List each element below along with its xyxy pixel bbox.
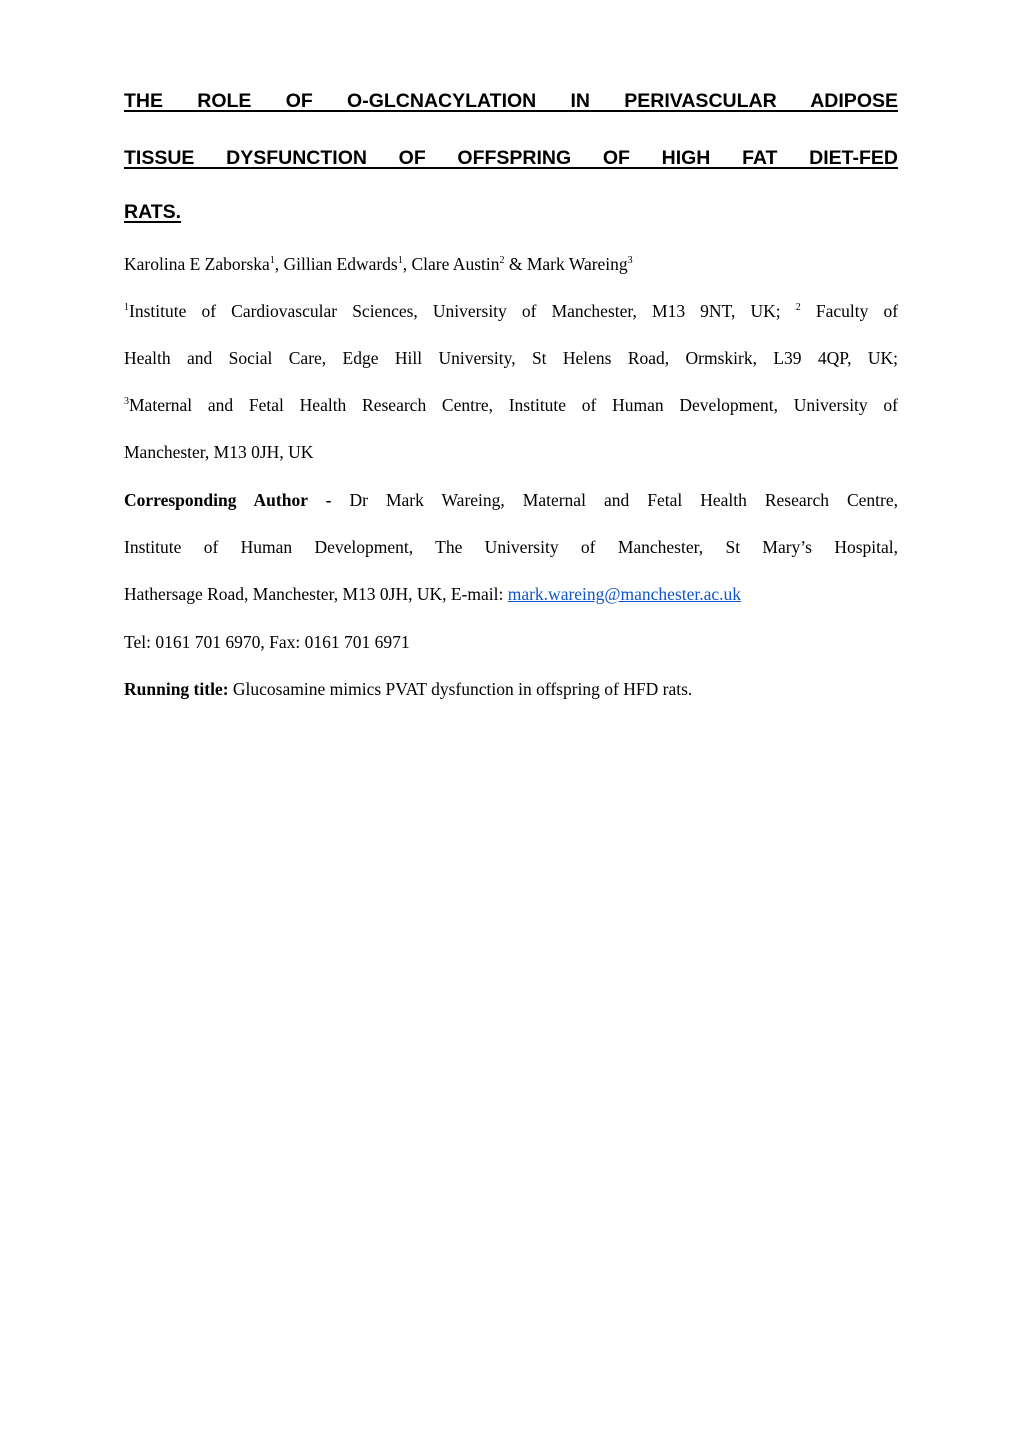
affiliation-line-3 <box>124 394 898 416</box>
affiliation-text: Maternal and Fetal Health Research Centre, Institute of Human Development, University of <box>129 395 898 415</box>
author-affiliation-marker: 1 <box>269 255 275 267</box>
author-name: Gillian Edwards <box>283 254 398 274</box>
affiliation-marker: 3 <box>124 396 129 408</box>
corresponding-author-line-2: Institute of Human Development, The University of Manchester, St Mary’s Hospital, <box>124 537 898 557</box>
author-separator: & <box>504 254 527 274</box>
corresponding-author-label: Corresponding Author - <box>124 490 332 510</box>
author-affiliation-marker: 3 <box>627 255 633 267</box>
corresponding-author-line-3 <box>124 583 898 605</box>
affiliation-text: Institute of Cardiovascular Sciences, University of Manchester, M13 9NT, UK; <box>129 301 781 321</box>
title-line-1: THE ROLE OF O-GLCNACYLATION IN PERIVASCULAR ADIPOSE <box>124 90 898 112</box>
corresponding-author-address: Hathersage Road, Manchester, M13 0JH, UK, E-mail: <box>124 584 504 604</box>
corresponding-author-line-1 <box>124 489 898 511</box>
running-title-text: Glucosamine mimics PVAT dysfunction in offspring of HFD rats. <box>232 679 693 699</box>
affiliation-marker: 2 <box>795 302 801 314</box>
running-title-label: Running title: <box>124 679 229 699</box>
author-name: Karolina E Zaborska <box>124 254 270 274</box>
affiliation-line-4: Manchester, M13 0JH, UK <box>124 442 314 462</box>
contact-numbers: Tel: 0161 701 6970, Fax: 0161 701 6971 <box>124 632 410 652</box>
title-line-2: TISSUE DYSFUNCTION OF OFFSPRING OF HIGH FAT DIET-FED <box>124 147 898 169</box>
author-name: Clare Austin <box>411 254 500 274</box>
affiliation-text: Faculty of <box>815 301 899 321</box>
author-affiliation-marker: 2 <box>499 255 505 267</box>
author-affiliation-marker: 1 <box>397 255 403 267</box>
email-link[interactable]: mark.wareing@manchester.ac.uk <box>507 584 742 604</box>
author-separator: , <box>274 254 284 274</box>
running-title <box>124 678 898 700</box>
author-separator: , <box>402 254 412 274</box>
author-list <box>124 253 898 275</box>
affiliation-line-2: Health and Social Care, Edge Hill University, St Helens Road, Ormskirk, L39 4QP, UK; <box>124 348 898 368</box>
affiliation-line-1 <box>124 300 898 322</box>
title-line-3: RATS. <box>124 201 182 223</box>
corresponding-author-text: Dr Mark Wareing, Maternal and Fetal Health Research Centre, <box>349 490 899 510</box>
affiliation-marker: 1 <box>124 302 129 314</box>
author-name: Mark Wareing <box>526 254 628 274</box>
